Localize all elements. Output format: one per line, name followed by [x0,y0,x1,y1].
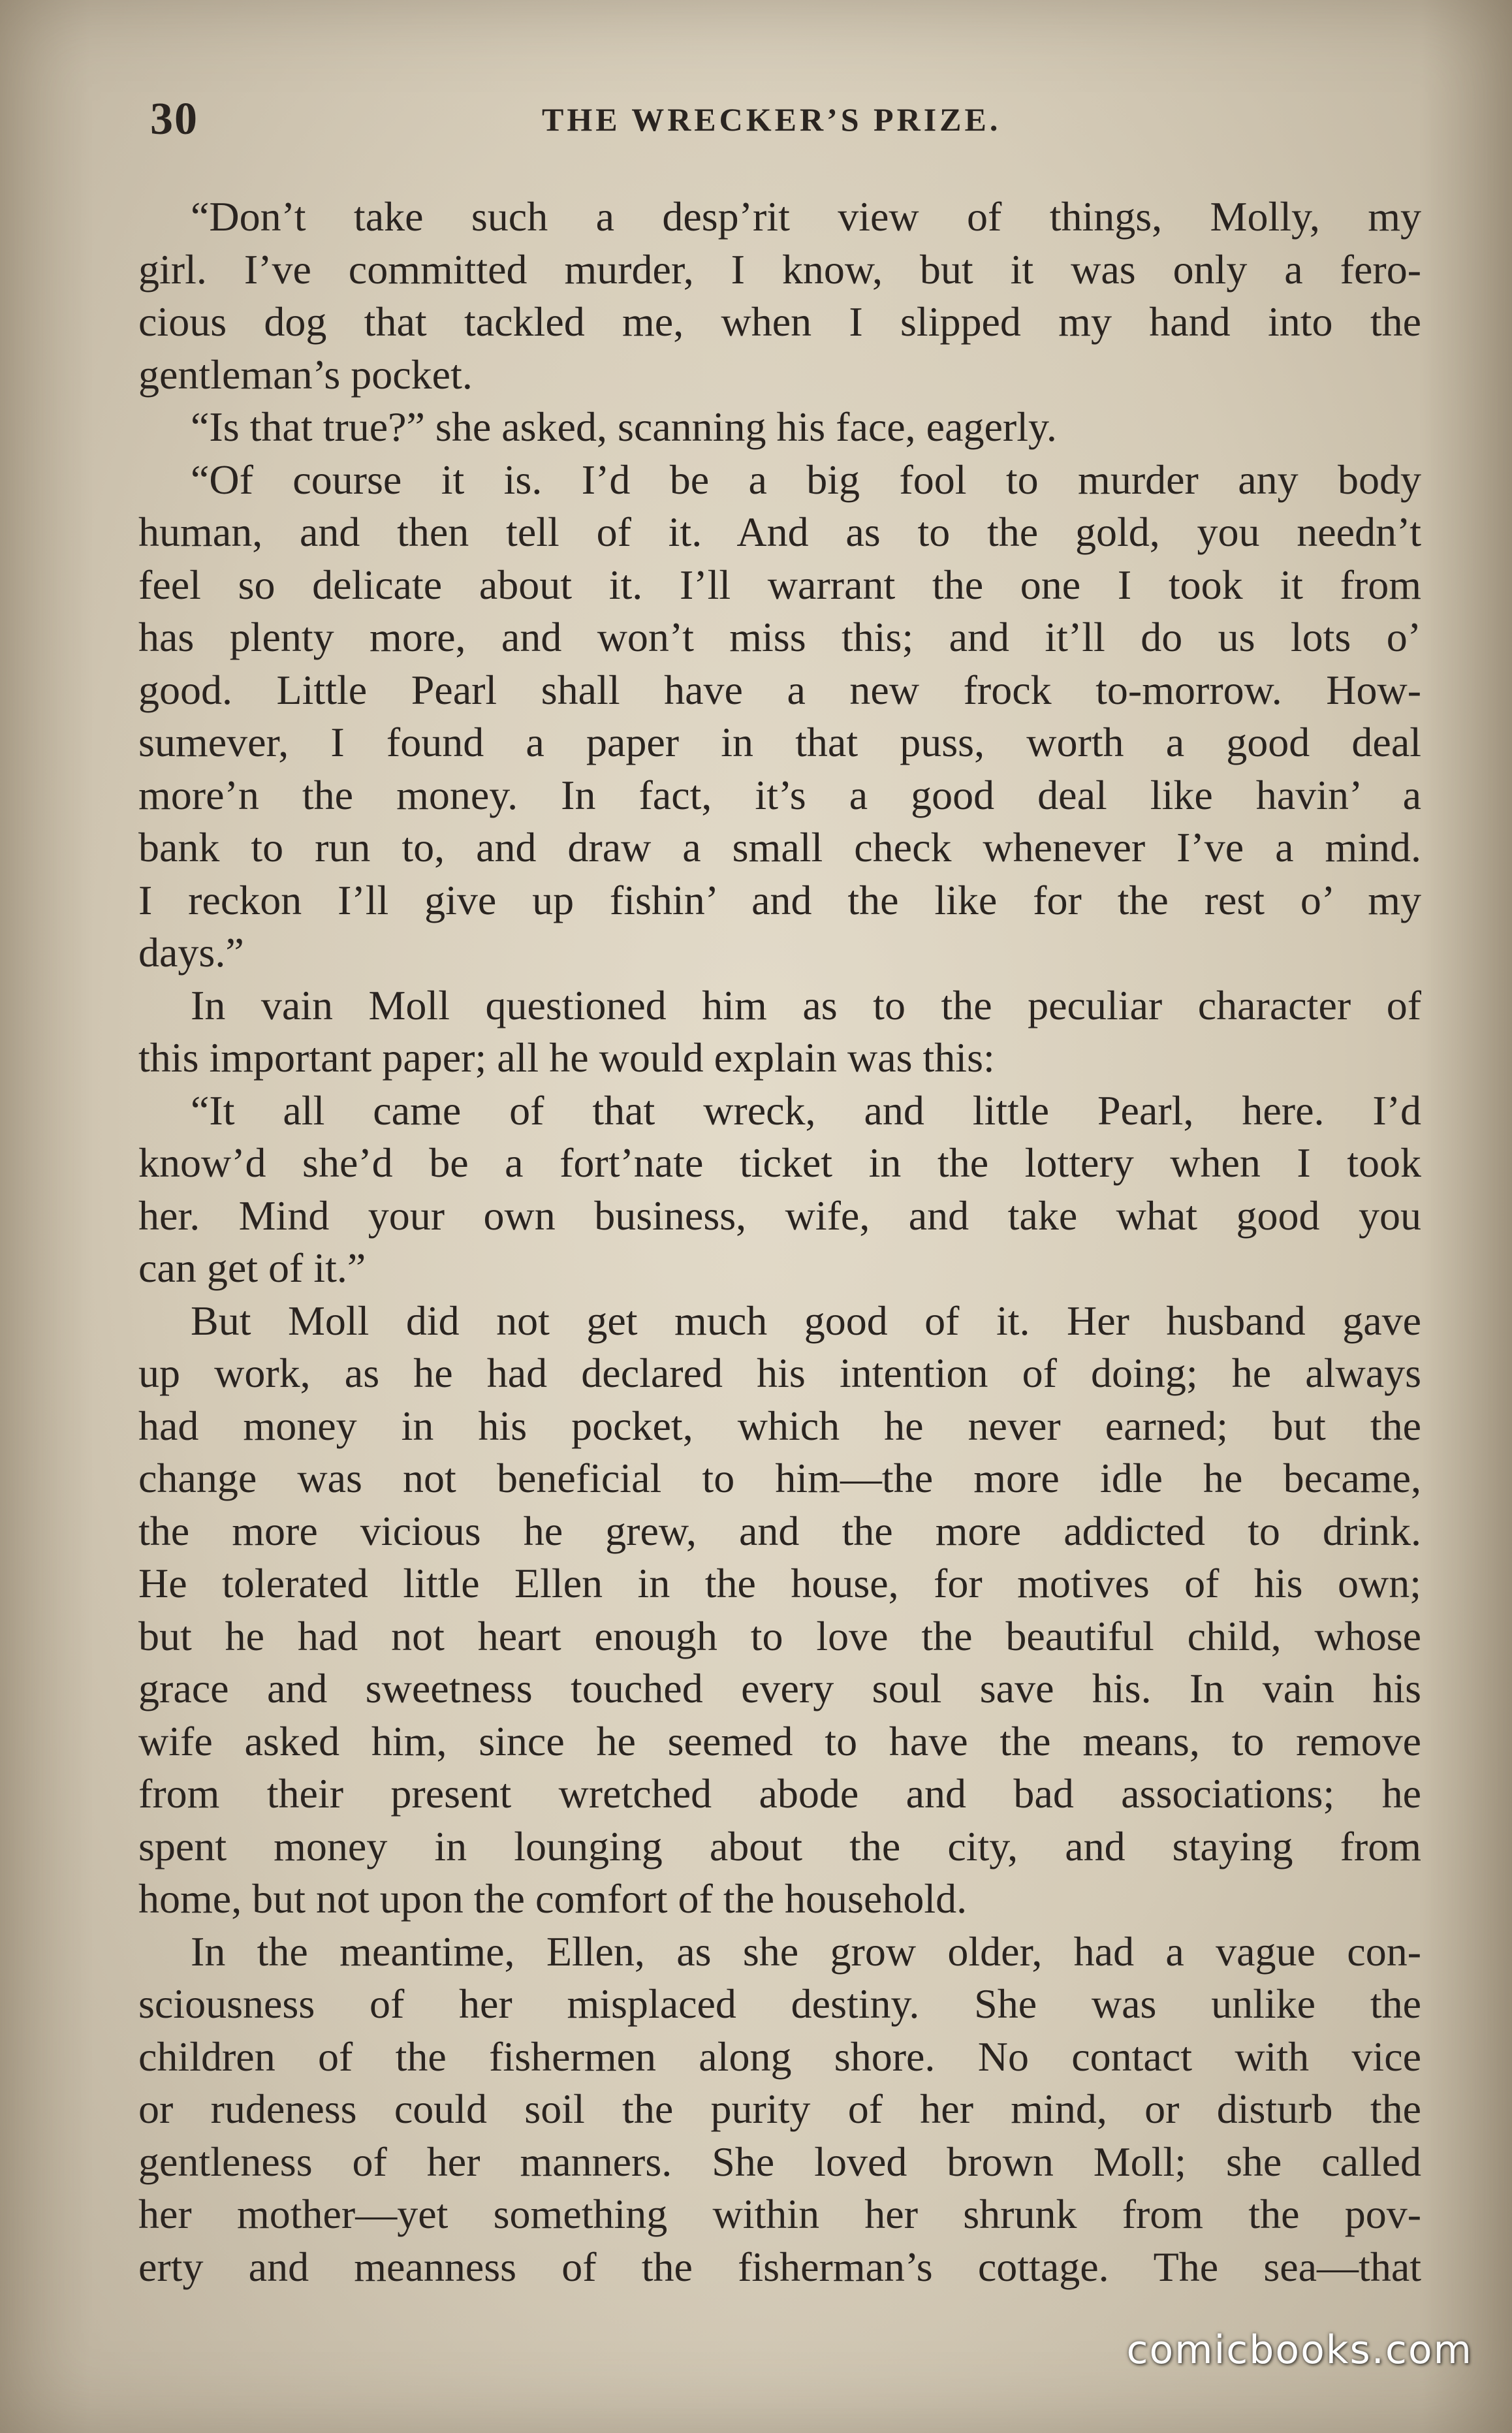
text-line: from their present wretched abode and bad associations; he [138,1770,1421,1817]
text-line: has plenty more, and won’t miss this; and it’ll do us lots o’ [138,614,1421,660]
text-line: gentleness of her manners. She loved brown Moll; she called [138,2138,1421,2185]
text-line: good. Little Pearl shall have a new frock to-morrow. How- [138,666,1421,713]
text-line: “Of course it is. I’d be a big fool to murder any body [191,456,1421,503]
watermark: comicbooks.com [1126,2327,1473,2373]
text-line: He tolerated little Ellen in the house, for motives of his own; [138,1560,1421,1606]
text-line: or rudeness could soil the purity of her mind, or disturb the [138,2086,1421,2132]
text-line: this important paper; all he would explain was this: [138,1034,995,1081]
running-title: THE WRECKER’S PRIZE. [542,101,1001,138]
text-line: erty and meanness of the fisherman’s cottage. The sea—that [138,2243,1421,2290]
text-line: feel so delicate about it. I’ll warrant the one I took it from [138,561,1421,608]
text-line: In the meantime, Ellen, as she grow older, had a vague con- [191,1928,1421,1975]
text-line: bank to run to, and draw a small check whenever I’ve a mind. [138,824,1421,870]
text-line: the more vicious he grew, and the more addicted to drink. [138,1507,1421,1554]
text-line: “Don’t take such a desp’rit view of things, Molly, my [191,193,1421,240]
text-line: days.” [138,929,244,976]
text-line: children of the fishermen along shore. No contact with vice [138,2033,1421,2080]
text-line: But Moll did not get much good of it. Her husband gave [191,1297,1421,1344]
text-line: can get of it.” [138,1245,366,1291]
text-line: home, but not upon the comfort of the household. [138,1875,968,1922]
text-line: her. Mind your own business, wife, and take what good you [138,1192,1421,1239]
body-text [138,191,1421,2332]
text-line: cious dog that tackled me, when I slipped my hand into the [138,298,1421,345]
text-line: had money in his pocket, which he never earned; but the [138,1402,1421,1449]
text-line: gentleman’s pocket. [138,351,473,398]
text-line: know’d she’d be a fort’nate ticket in the lottery when I took [138,1139,1421,1186]
running-head [150,90,1421,149]
text-line: but he had not heart enough to love the beautiful child, whose [138,1612,1421,1659]
text-line: change was not beneficial to him—the more idle he became, [138,1455,1421,1501]
text-line: wife asked him, since he seemed to have the means, to remove [138,1717,1421,1764]
text-line: sumever, I found a paper in that puss, worth a good deal [138,719,1421,765]
text-line: more’n the money. In fact, it’s a good deal like havin’ a [138,771,1421,818]
text-line: I reckon I’ll give up fishin’ and the like for the rest o’ my [138,876,1421,923]
text-line: grace and sweetness touched every soul save his. In vain his [138,1665,1421,1711]
text-line: “It all came of that wreck, and little Pearl, here. I’d [191,1087,1421,1134]
text-line: In vain Moll questioned him as to the peculiar character of [191,981,1421,1028]
text-line: spent money in lounging about the city, and staying from [138,1822,1421,1869]
text-line: up work, as he had declared his intention of doing; he always [138,1350,1421,1396]
text-line: “Is that true?” she asked, scanning his face, eagerly. [191,404,1057,450]
text-line: girl. I’ve committed murder, I know, but it was only a fero- [138,246,1421,293]
page-number: 30 [150,94,198,144]
text-line: human, and then tell of it. And as to the gold, you needn’t [138,509,1421,555]
text-line: sciousness of her misplaced destiny. She was unlike the [138,1980,1421,2027]
text-line: her mother—yet something within her shrunk from the pov- [138,2191,1421,2237]
